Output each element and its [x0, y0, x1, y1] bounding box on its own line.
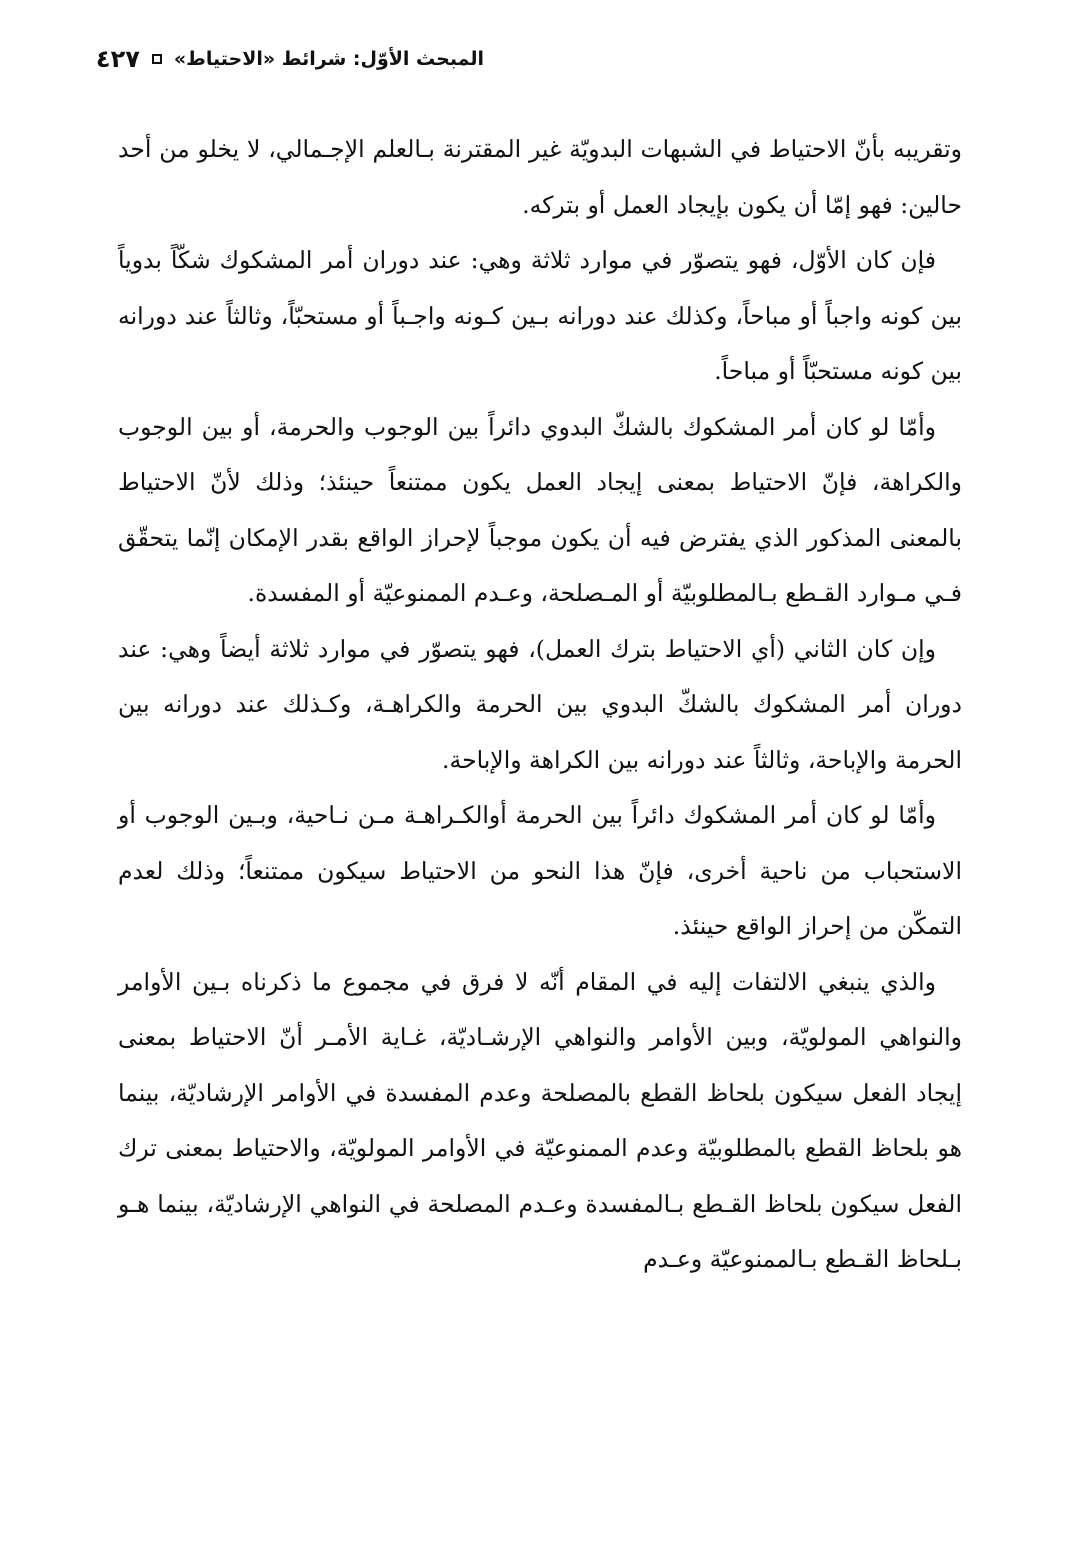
paragraph: فإن كان الأوّل، فهو يتصوّر في موارد ثلاثة وهي: عند دوران أمر المشكوك شكّاً بدوياً بين كونه واجباً أو مباحاً، وكذلك عند دورانه بـين كـونه واجـباً أو مستحبّاً، وثالثاً عند دورانه بين كونه مستحبّاً أو مباحاً.	[118, 246, 962, 385]
page-number: ٤٢٧	[95, 45, 140, 73]
paragraph: وأمّا لو كان أمر المشكوك دائراً بين الحرمة أوالكـراهـة مـن نـاحية، وبـين الوجوب أو الاستحباب من ناحية أخرى، فإنّ هذا النحو من الاحتياط سيكون ممتنعاً؛ وذلك لعدم التمكّن من إحراز الواقع حينئذ.	[118, 801, 962, 940]
header-separator-square-icon	[152, 54, 162, 64]
paragraph: والذي ينبغي الالتفات إليه في المقام أنّه لا فرق في مجموع ما ذكرناه بـين الأوامر والنواهي المولويّة، وبين الأوامر والنواهي الإرشـاديّة، غـاية الأمـر أنّ الاحتياط بمعنى إيجاد الفعل سيكون بلحاظ القطع بالمصلحة وعدم المفسدة في الأوامر الإرشاديّة، بينما هو بلحاظ القطع بالمطلوبيّة وعدم الممنوعيّة في الأوامر المولويّة، والاحتياط بمعنى ترك الفعل سيكون بلحاظ القـطع بـالمفسدة وعـدم المصلحة في النواهي الإرشاديّة، بينما هـو بـلحاظ القـطع بـالممنوعيّة وعـدم	[118, 967, 962, 1273]
paragraph: وتقريبه بأنّ الاحتياط في الشبهات البدويّة غير المقترنة بـالعلم الإجـمالي، لا يخلو من أحد حالين: فهو إمّا أن يكون بإيجاد العمل أو بتركه.	[118, 135, 962, 219]
body-text	[118, 122, 962, 1288]
running-header	[95, 38, 484, 80]
paragraph: وإن كان الثاني (أي الاحتياط بترك العمل)، فهو يتصوّر في موارد ثلاثة أيضاً وهي: عند دوران أمر المشكوك بالشكّ البدوي بين الحرمة والكراهـة، وكـذلك عند دورانه بين الحرمة والإباحة، وثالثاً عند دورانه بين الكراهة والإباحة.	[118, 634, 962, 774]
header-title: المبحث الأوّل: شرائط «الاحتياط»	[173, 48, 484, 70]
paragraph: وأمّا لو كان أمر المشكوك بالشكّ البدوي دائراً بين الوجوب والحرمة، أو بين الوجوب والكراهة، فإنّ الاحتياط بمعنى إيجاد العمل يكون ممتنعاً حينئذ؛ وذلك لأنّ الاحتياط بالمعنى المذكور الذي يفترض فيه أن يكون موجباً لإحراز الواقع بقدر الإمكان إنّما يتحقّق فـي مـوارد القـطع بـالمطلوبيّة أو المـصلحة، وعـدم الممنوعيّة أو المفسدة.	[118, 412, 962, 607]
